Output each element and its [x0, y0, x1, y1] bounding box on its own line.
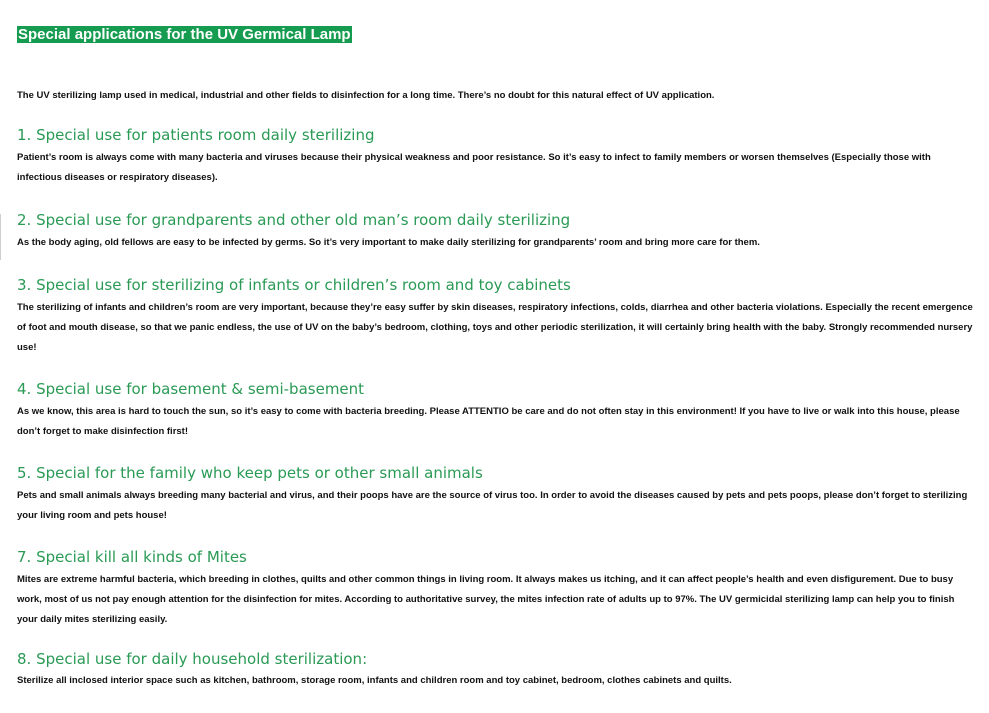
intro-paragraph: The UV sterilizing lamp used in medical, industrial and other fields to disinfection for a long time. There’s no doubt for this natural effect of UV application. [17, 90, 715, 101]
document-title: Special applications for the UV Germical Lamp [18, 26, 351, 43]
section-4-heading: 4. Special use for basement & semi-basement [17, 380, 365, 398]
section-7-body: Mites are extreme harmful bacteria, which breeding in clothes, quilts and other common things in living room. It always makes us itching, and it can affect people’s health and even disfigurement. Due to busy work, most of us not pay enough attention for the disinfection for mites. According to authoritative survey, the mites infection rate of adults up to 97%. The UV germicidal sterilizing lamp can help you to finish your daily mites sterilizing easily. [17, 574, 955, 625]
section-8-heading: 8. Special use for daily household sterilization: [17, 650, 368, 668]
section-2-heading: 2. Special use for grandparents and other old man’s room daily sterilizing [17, 211, 571, 229]
section-1-body: Patient’s room is always come with many bacteria and viruses because their physical weakness and poor resistance. So it’s easy to infect to family members or worsen themselves (Especially those with infectious diseases or respiratory diseases). [17, 152, 931, 183]
section-5-body: Pets and small animals always breeding many bacterial and virus, and their poops have are the source of virus too. In order to avoid the diseases caused by pets and pets poops, please don’t forget to sterilizing your living room and pets house! [17, 490, 968, 521]
section-3-heading: 3. Special use for sterilizing of infants or children’s room and toy cabinets [17, 276, 571, 294]
section-5-heading: 5. Special for the family who keep pets or other small animals [17, 464, 483, 482]
section-7-heading: 7. Special kill all kinds of Mites [17, 548, 247, 566]
section-1-heading: 1. Special use for patients room daily sterilizing [17, 126, 375, 144]
left-edge-mark [0, 214, 1, 260]
section-2-body: As the body aging, old fellows are easy to be infected by germs. So it’s very important to make daily sterilizing for grandparents’ room and bring more care for them. [17, 237, 760, 248]
section-8-body: Sterilize all inclosed interior space such as kitchen, bathroom, storage room, infants and children room and toy cabinet, bedroom, clothes cabinets and quilts. [17, 675, 732, 686]
section-4-body: As we know, this area is hard to touch the sun, so it’s easy to come with bacteria breeding. Please ATTENTIO be care and do not often stay in this environment! If you have to live or walk into this house, please don’t forget to make disinfection first! [17, 406, 960, 437]
section-3-body: The sterilizing of infants and children’s room are very important, because they’re easy suffer by skin diseases, respiratory infections, colds, diarrhea and other bacteria violations. Especially the recent emergence of foot and mouth disease, so that we panic endless, the use of UV on the baby’s bedroom, clothing, toys and other periodic sterilization, it will certainly bring health with the baby. Strongly recommended nursery use! [17, 302, 973, 353]
